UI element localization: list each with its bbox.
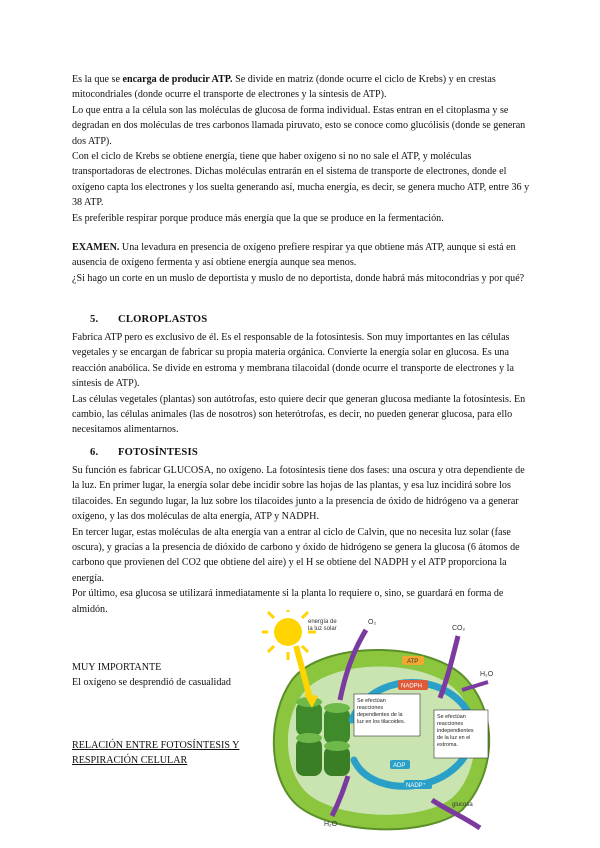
box2-line-2: reacciones <box>437 721 464 727</box>
relation-line-1: RELACIÓN ENTRE FOTOSÍNTESIS Y <box>72 740 240 751</box>
section-6-body <box>72 463 534 617</box>
h2o-out-label: H₂O <box>480 671 494 678</box>
box1-line-1: Se efectúan <box>357 698 386 704</box>
box2-line-3: independientes <box>437 728 474 734</box>
box1-line-3: dependientes de la <box>357 712 403 718</box>
box1-line-4: luz en los tilacoides. <box>357 719 406 725</box>
section-5-body <box>72 330 534 438</box>
nadp-label: NADP⁺ <box>406 783 426 789</box>
thylakoid-stack-right <box>324 703 350 776</box>
relation-heading <box>72 738 272 769</box>
box2-line-4: de la luz en el <box>437 735 471 741</box>
section-5-heading: 5. CLOROPLASTOS <box>90 314 208 325</box>
bold-phrase: encarga de producir ATP. <box>122 74 233 85</box>
atp-label: ATP <box>407 659 419 665</box>
exam-paragraph: EXAMEN. Una levadura en presencia de oxígeno prefiere respirar ya que obtiene más ATP, aunque si está en ausencia de oxígeno fermenta y así obtiene energía aunque sea menos. <box>72 242 516 269</box>
exam-question: ¿Si hago un corte en un muslo de deportista y muslo de no deportista, donde habrá más mitocondrias y por qué? <box>72 272 525 284</box>
section-6-paragraph-1: Su función es fabricar GLUCOSA, no oxígeno. La fotosíntesis tiene dos fases: una oscura y otra dependiente de la luz. En primer lugar, la energía solar debe incidir sobre las hojas de las plantas, y esa luz incidirá sobre los tilacoides. En segundo lugar, la luz sobre los tilacoides junto a la presencia de óxido de hidrógeno va a generar oxígeno, y las dos moléculas de alta energía, ATP y NADPH. <box>72 465 525 523</box>
important-title: MUY IMPORTANTE <box>72 662 162 673</box>
mito-paragraph-3: Con el ciclo de Krebs se obtiene energía, tiene que haber oxígeno si no no sale el ATP, y moléculas transportadoras de electrones. Dichas moléculas entrarán en el sistema de transporte de electrones, donde el oxígeno capta los electrones y los suelta generando así, mucha energía, es decir, se genera mucho ATP, entre 36 y 38 ATP. <box>72 151 530 209</box>
photosynthesis-diagram <box>262 610 502 832</box>
mito-paragraph-1: Es la que se encarga de producir ATP. Se divide en matriz (donde ocurre el ciclo de Krebs) y en crestas mitocondriales (donde ocurre el transporte de electrones y la síntesis de ATP). <box>72 74 496 101</box>
section-5-paragraph-2: Las células vegetales (plantas) son autótrofas, esto quiere decir que generan glucosa mediante la fotosíntesis. En cambio, las células animales (las de nosotros) son heterótrofas, es decir, no pueden generar glucosa, para ello necesitamos alimentarnos. <box>72 393 526 436</box>
box2-line-5: estroma. <box>437 742 458 748</box>
important-note <box>72 660 262 691</box>
section-5-paragraph-1: Fabrica ATP pero es exclusivo de él. Es el responsable de la fotosíntesis. Son muy importantes en las células vegetales y se encargan de fabricar su propia materia orgánica. Convierte la energía solar en glucosa. Es una reacción anabólica. Se divide en estroma y membrana tilacoidal (donde ocurre el transporte de electrones y la síntesis de ATP). <box>72 332 514 390</box>
exam-note <box>72 240 534 286</box>
thylakoid-stack-left <box>296 697 322 776</box>
sun-icon <box>262 610 316 660</box>
exam-label: EXAMEN. <box>72 242 120 253</box>
sun-label-1: energía de <box>308 619 337 625</box>
h2o-in-label: H₂O <box>324 821 338 828</box>
adp-label: ADP <box>393 763 406 769</box>
section-6-paragraph-3: Por último, esa glucosa se utilizará inmediatamente si la planta lo requiere o, sino, se guardará en forma de almidón. <box>72 588 504 615</box>
nadph-label: NADPH <box>401 683 423 690</box>
box1-line-2: reacciones <box>357 705 384 711</box>
glucose-label: glucosa <box>452 802 473 808</box>
mito-paragraph-2: Lo que entra a la célula son las moléculas de glucosa de forma individual. Estas entran en el citoplasma y se degradan en dos moléculas de tres carbonos llamada piruvato, esto se conoce como glucólisis (donde se generan dos ATP). <box>72 104 526 147</box>
sun-label-2: la luz solar <box>308 626 337 632</box>
relation-line-2: RESPIRACIÓN CELULAR <box>72 755 188 767</box>
important-text: El oxígeno se desprendió de casualidad <box>72 677 231 689</box>
section-6-heading: 6. FOTOSÍNTESIS <box>90 447 198 458</box>
mito-paragraph-4: Es preferible respirar porque produce más energía que la que se produce en la fermentación. <box>72 212 444 224</box>
co2-label: CO₂ <box>452 625 466 632</box>
box2-line-1: Se efectúan <box>437 714 466 720</box>
o2-label: O₂ <box>368 619 377 626</box>
section-6-paragraph-2: En tercer lugar, estas moléculas de alta energía van a entrar al ciclo de Calvin, que no necesita luz solar (fase oscura), y gracias a la presencia de dióxido de carbono y óxido de hidrógeno se genera la glucosa (6 átomos de carbono que provienen del CO2 que obtiene del aire) y el H se obtiene del NADPH y el ATP proporciona la energía. <box>72 526 520 584</box>
mitochondria-section <box>72 72 534 226</box>
